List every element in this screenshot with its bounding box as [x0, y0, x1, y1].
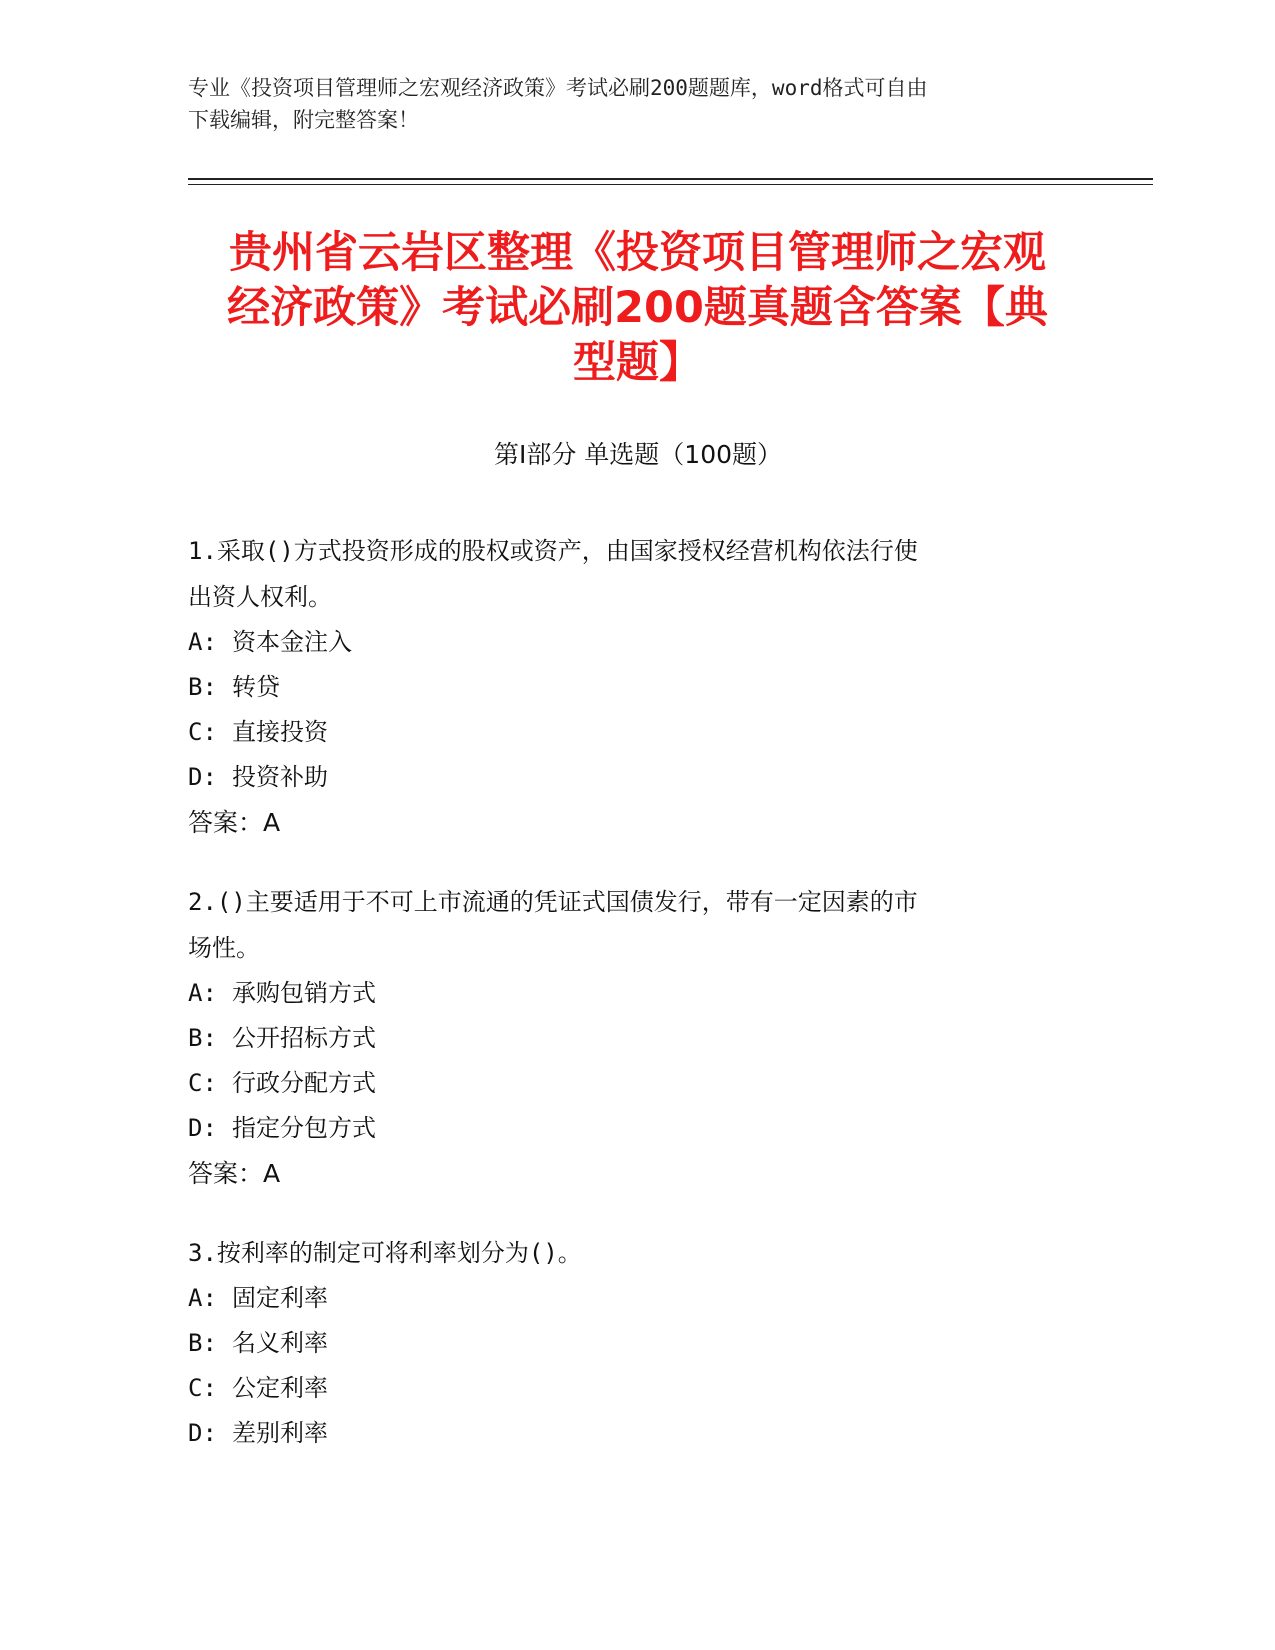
- option-text: 名义利率: [232, 1329, 328, 1357]
- question-answer: 答案：A: [188, 1159, 281, 1188]
- document-title-line-1: 贵州省云岩区整理《投资项目管理师之宏观: [229, 228, 1046, 278]
- question-stem-line: 场性。: [188, 934, 260, 962]
- question-stem-line: 出资人权利。: [188, 583, 332, 611]
- header-rule-thick: [188, 178, 1153, 180]
- option-a: [188, 971, 1068, 1016]
- option-b: [188, 1321, 1068, 1366]
- option-c: [188, 710, 1068, 755]
- header-rule-thin: [188, 184, 1153, 185]
- option-text: 承购包销方式: [232, 979, 376, 1007]
- option-key: A:: [188, 979, 217, 1007]
- option-key: B:: [188, 1329, 217, 1357]
- question-item: [188, 879, 1068, 1196]
- question-item: [188, 1230, 1068, 1456]
- option-d: [188, 1106, 1068, 1151]
- option-key: C:: [188, 718, 217, 746]
- option-key: B:: [188, 673, 217, 701]
- option-key: D:: [188, 1114, 217, 1142]
- question-stem-line: 2.()主要适用于不可上市流通的凭证式国债发行，带有一定因素的市: [188, 888, 918, 916]
- option-text: 资本金注入: [232, 628, 352, 656]
- option-key: D:: [188, 1419, 217, 1447]
- option-text: 指定分包方式: [232, 1114, 376, 1142]
- option-b: [188, 665, 1068, 710]
- option-text: 投资补助: [232, 763, 328, 791]
- option-c: [188, 1061, 1068, 1106]
- option-text: 行政分配方式: [232, 1069, 376, 1097]
- option-key: D:: [188, 763, 217, 791]
- header-note-line-2: 下载编辑，附完整答案！: [188, 108, 419, 132]
- option-a: [188, 1276, 1068, 1321]
- question-list: [188, 528, 1068, 1490]
- option-d: [188, 1411, 1068, 1456]
- option-d: [188, 755, 1068, 800]
- section-heading: 第Ⅰ部分 单选题（100题）: [493, 440, 783, 469]
- option-key: C:: [188, 1374, 217, 1402]
- option-text: 转贷: [232, 673, 280, 701]
- document-title: [190, 226, 1085, 391]
- question-item: [188, 528, 1068, 845]
- question-stem-line: 1.采取()方式投资形成的股权或资产，由国家授权经营机构依法行使: [188, 537, 918, 565]
- header-note: [188, 72, 1068, 136]
- document-title-line-2: 经济政策》考试必刷200题真题含答案【典: [227, 283, 1048, 333]
- option-key: B:: [188, 1024, 217, 1052]
- question-stem-line: 3.按利率的制定可将利率划分为()。: [188, 1239, 582, 1267]
- question-answer: 答案：A: [188, 808, 281, 837]
- option-text: 固定利率: [232, 1284, 328, 1312]
- option-key: A:: [188, 1284, 217, 1312]
- option-text: 直接投资: [232, 718, 328, 746]
- option-text: 差别利率: [232, 1419, 328, 1447]
- option-b: [188, 1016, 1068, 1061]
- option-a: [188, 620, 1068, 665]
- option-text: 公定利率: [232, 1374, 328, 1402]
- option-key: C:: [188, 1069, 217, 1097]
- option-text: 公开招标方式: [232, 1024, 376, 1052]
- document-title-line-3: 型题】: [573, 338, 702, 388]
- option-c: [188, 1366, 1068, 1411]
- option-key: A:: [188, 628, 217, 656]
- header-note-line-1: 专业《投资项目管理师之宏观经济政策》考试必刷200题题库，word格式可自由: [188, 76, 928, 100]
